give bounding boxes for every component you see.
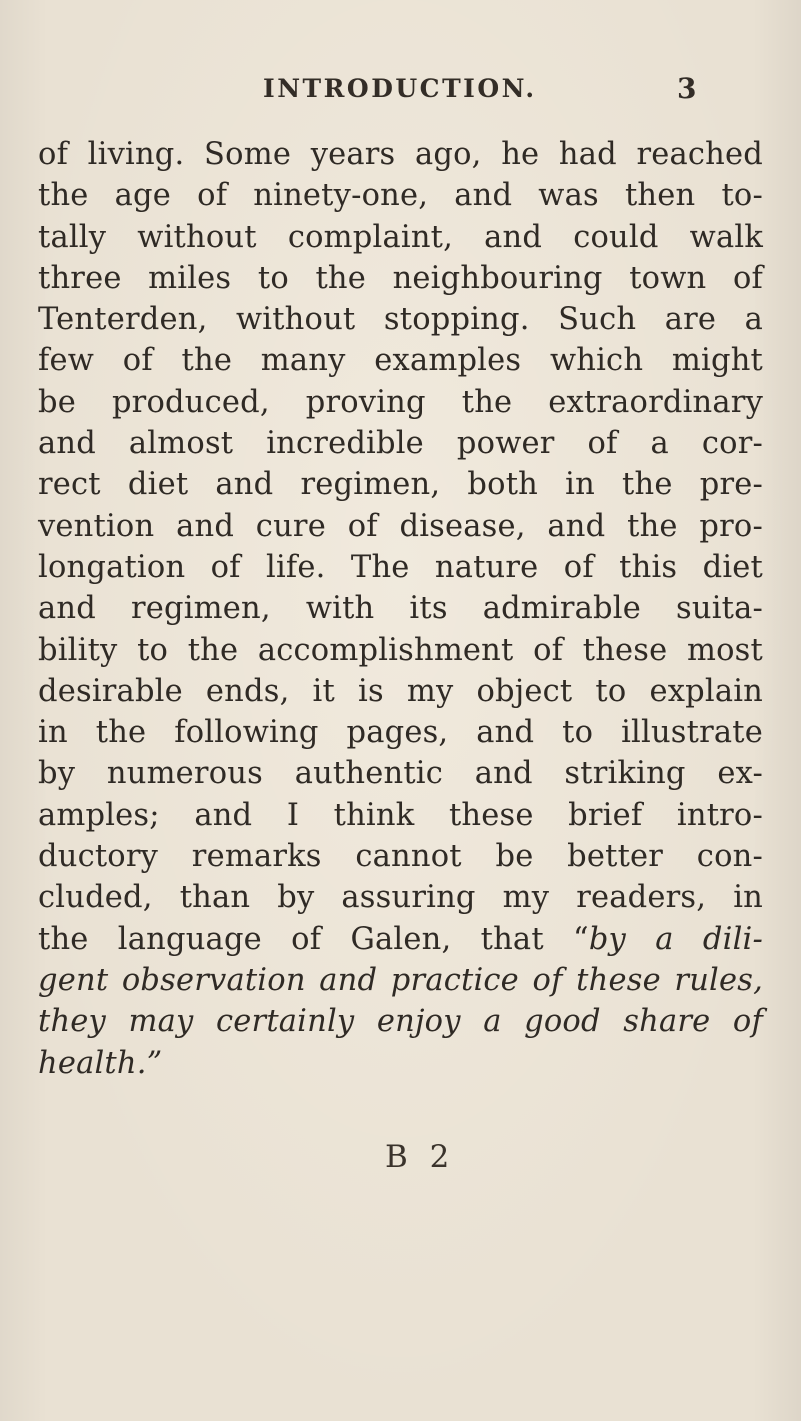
- italic-text-line: gent observation and practice of these rules,: [38, 962, 763, 998]
- text-line: few of the many examples which might: [38, 343, 763, 379]
- text-line: and almost incredible power of a cor-: [38, 426, 763, 462]
- text-line: in the following pages, and to illustrate: [38, 715, 763, 751]
- italic-text-line: health.”: [38, 1045, 163, 1081]
- text-line: rect diet and regimen, both in the pre-: [38, 467, 763, 503]
- text-line: ductory remarks cannot be better con-: [38, 839, 763, 875]
- running-head-title: INTRODUCTION.: [263, 74, 537, 103]
- text-line: cluded, than by assuring my readers, in: [38, 880, 763, 916]
- page-number: 3: [677, 72, 697, 105]
- text-line-mixed: [38, 919, 763, 960]
- signature-mark: B 2: [385, 1139, 456, 1175]
- text-line: the age of ninety-one, and was then to-: [38, 178, 763, 214]
- text-line: by numerous authentic and striking ex-: [38, 756, 763, 792]
- text-line: desirable ends, it is my object to explain: [38, 673, 763, 709]
- body-text: [38, 134, 763, 1084]
- text-line: tally without complaint, and could walk: [38, 219, 763, 255]
- text-line: of living. Some years ago, he had reached: [38, 137, 763, 172]
- text-line: and regimen, with its admirable suita-: [38, 591, 763, 627]
- italic-segment: by a dili-: [588, 921, 763, 957]
- text-line: Tenterden, without stopping. Such are a: [38, 302, 763, 338]
- text-line: be produced, proving the extraordinary: [38, 384, 763, 420]
- text-line: bility to the accomplishment of these most: [38, 632, 763, 668]
- italic-text-line: they may certainly enjoy a good share of: [38, 1004, 763, 1040]
- text-line: amples; and I think these brief intro-: [38, 797, 763, 833]
- text-segment: the language of Galen, that “: [38, 921, 589, 957]
- text-line: longation of life. The nature of this diet: [38, 549, 763, 585]
- text-line: three miles to the neighbouring town of: [38, 260, 763, 296]
- text-line: vention and cure of disease, and the pro-: [38, 508, 763, 544]
